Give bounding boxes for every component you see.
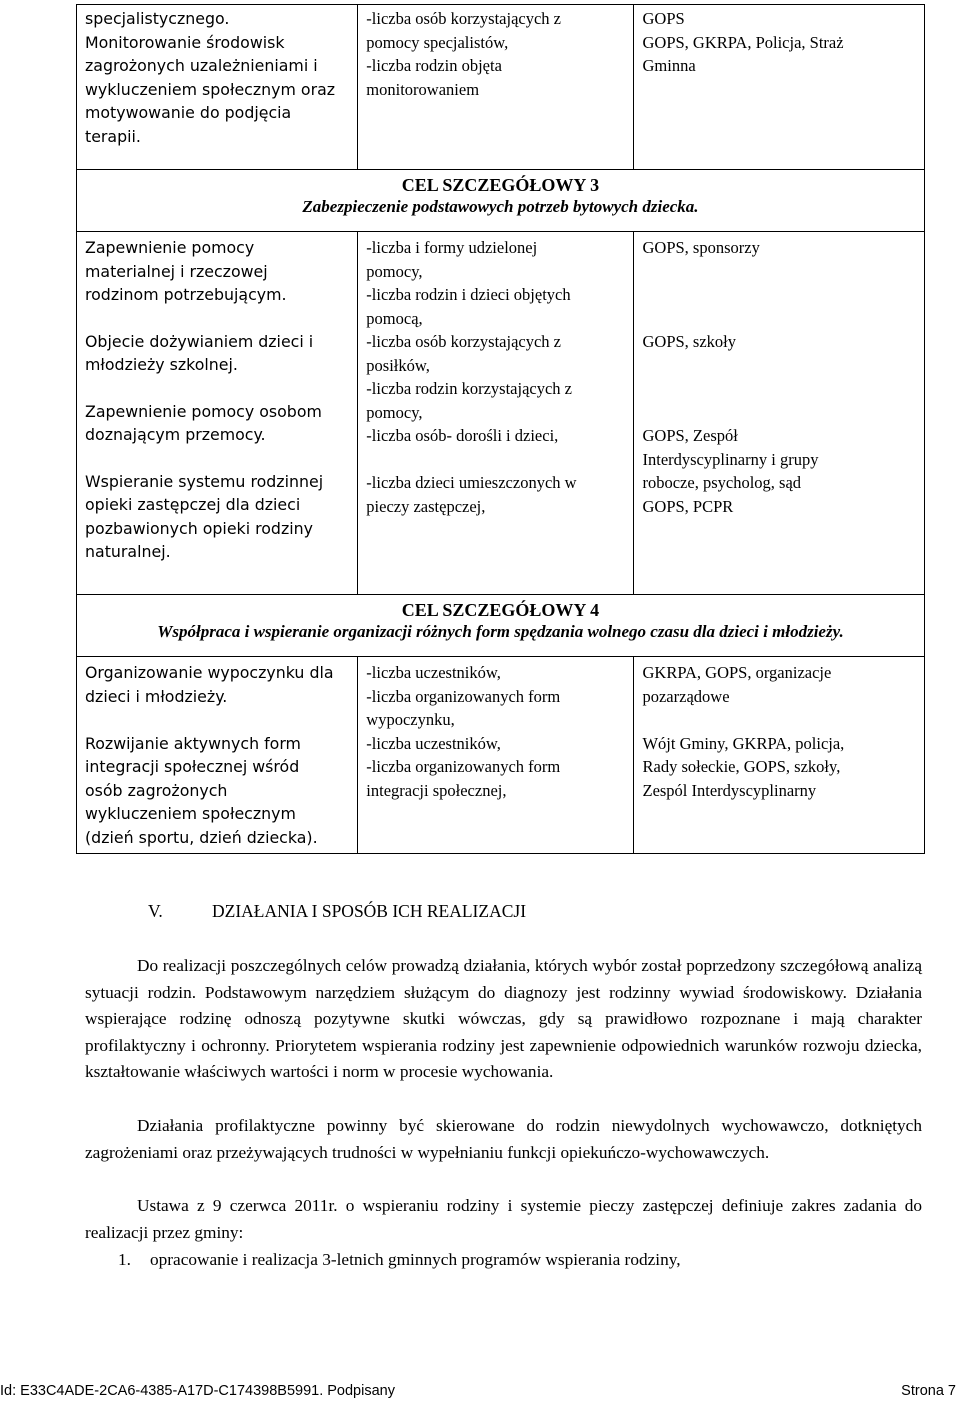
goal-cell xyxy=(77,232,358,595)
indicator-line: -liczba rodzin i dzieci objętych xyxy=(366,285,571,304)
page-number: Strona 7 xyxy=(901,1383,956,1399)
indicator-line: -liczba osób korzystających z xyxy=(366,332,562,351)
indicator-line: -liczba i formy udzielonej xyxy=(366,238,538,257)
indicator-line: pomocą, xyxy=(366,308,423,328)
partner-line: GOPS, szkoły xyxy=(642,332,736,351)
paragraph-text: Ustawa z 9 czerwca 2011r. o wspieraniu rodziny i systemie pieczy zastępczej definiuje zakres zadania do realizacji przez gminy: xyxy=(85,1196,922,1242)
goal-line: motywowanie do podjęcia xyxy=(85,103,292,122)
goal-cell xyxy=(77,657,358,854)
partner-line: GOPS xyxy=(642,9,685,28)
heading-title: CEL SZCZEGÓŁOWY 3 xyxy=(401,175,600,195)
indicator-line: -liczba osób korzystających z xyxy=(366,9,562,28)
paragraph xyxy=(85,1193,922,1246)
spacer xyxy=(642,260,916,331)
partner-line: Interdyscyplinarny i grupy xyxy=(642,449,819,469)
spacer xyxy=(642,708,916,732)
goal-line: pozbawionych opieki rodziny xyxy=(85,518,313,538)
goal-line: Wspieranie systemu rodzinnej xyxy=(85,471,324,491)
section-number: V. xyxy=(148,901,163,921)
indicator-line: -liczba organizowanych form xyxy=(366,757,561,776)
spacer xyxy=(642,354,916,425)
goal-line: rodzinom potrzebującym. xyxy=(85,285,287,304)
list-item xyxy=(118,1250,681,1270)
partner-line: GKRPA, GOPS, organizacje xyxy=(642,663,832,682)
partner-line: Zespól Interdyscyplinarny xyxy=(642,780,817,800)
paragraph xyxy=(85,1113,922,1166)
goal-line: naturalnej. xyxy=(85,542,171,561)
footer-id: Id: E33C4ADE-2CA6-4385-A17D-C174398B5991. Podpisany xyxy=(0,1383,395,1399)
goal-line: specjalistycznego. xyxy=(85,9,230,28)
goal-line: osób zagrożonych xyxy=(85,780,228,800)
goal-line: materialnej i rzeczowej xyxy=(85,261,268,281)
partner-line: Rady sołeckie, GOPS, szkoły, xyxy=(642,757,841,776)
goal-line: Monitorowanie środowisk xyxy=(85,32,285,52)
partner-line: GOPS, PCPR xyxy=(642,496,734,516)
goals-table xyxy=(76,4,925,854)
goal-line: integracji społecznej wśród xyxy=(85,757,300,776)
goal-line: wykluczeniem społecznym oraz xyxy=(85,79,336,99)
partner-line: robocze, psycholog, sąd xyxy=(642,473,802,492)
partner-cell xyxy=(634,5,925,170)
indicator-line: pieczy zastępczej, xyxy=(366,496,486,516)
partner-cell xyxy=(634,657,925,854)
list-text: opracowanie i realizacja 3-letnich gminnych programów wspierania rodziny, xyxy=(150,1250,681,1269)
table-row xyxy=(77,232,925,595)
indicator-line: monitorowaniem xyxy=(366,79,480,99)
indicator-cell xyxy=(358,657,634,854)
indicator-line: -liczba rodzin korzystających z xyxy=(366,379,572,398)
heading-title: CEL SZCZEGÓŁOWY 4 xyxy=(401,600,600,620)
heading-subtitle: Zabezpieczenie podstawowych potrzeb bytowych dziecka. xyxy=(302,197,699,216)
table-row xyxy=(77,5,925,170)
indicator-line: -liczba osób- dorośli i dzieci, xyxy=(366,426,559,445)
goal-line: doznającym przemocy. xyxy=(85,425,266,444)
indicator-cell xyxy=(358,232,634,595)
goal-line: opieki zastępczej dla dzieci xyxy=(85,495,301,514)
indicator-line: pomocy specjalistów, xyxy=(366,32,509,52)
indicator-line: pomocy, xyxy=(366,402,423,422)
spacer xyxy=(85,708,349,732)
indicator-line: -liczba dzieci umieszczonych w xyxy=(366,473,577,492)
goal-line: Zapewnienie pomocy xyxy=(85,238,255,257)
goal-line: dzieci i młodzieży. xyxy=(85,686,228,706)
paragraph-text: Działania profilaktyczne powinny być skierowane do rodzin niewydolnych wychowawczo, dotkniętych zagrożeniami oraz przeżywających trudności w wypełnianiu funkcji opiekuńczo-wychowawczych. xyxy=(85,1116,922,1162)
partner-line: pozarządowe xyxy=(642,686,730,706)
indicator-line: -liczba uczestników, xyxy=(366,733,501,753)
indicator-line: -liczba uczestników, xyxy=(366,663,501,682)
partner-line: GOPS, Zespół xyxy=(642,426,738,445)
goal-line: Organizowanie wypoczynku dla xyxy=(85,663,334,682)
partner-line: GOPS, sponsorzy xyxy=(642,238,760,257)
goal-heading-4 xyxy=(77,595,925,657)
goal-line: wykluczeniem społecznym xyxy=(85,804,296,823)
goal-line: Rozwijanie aktywnych form xyxy=(85,733,301,753)
goal-line: zagrożonych uzależnieniami i xyxy=(85,56,318,75)
goal-heading-3 xyxy=(77,170,925,232)
paragraph-text: Do realizacji poszczególnych celów prowadzą działania, których wybór został poprzedzony szczegółową analizą sytuacji rodzin. Podstawowym narzędziem służącym do diagnozy jest rodzinny wywiad środowiskowy. Działania wspierające rodzinę odnoszą pozytywne skutki wówczas, gdy są prawidłowo rozpoznane i mają charakter profilaktyczny i ochronny. Priorytetem wspierania rodziny jest zapewnienie odpowiednich warunków rozwoju dziecka, kształtowanie właściwych wartości i norm w procesie wychowania. xyxy=(85,956,922,1082)
indicator-line: wypoczynku, xyxy=(366,710,455,729)
paragraph xyxy=(85,953,922,1086)
list-number: 1. xyxy=(118,1250,131,1269)
indicator-line: -liczba rodzin objęta xyxy=(366,56,502,75)
table-row xyxy=(77,657,925,854)
spacer xyxy=(366,448,625,472)
heading-subtitle: Współpraca i wspieranie organizacji różnych form spędzania wolnego czasu dla dzieci i młodzieży. xyxy=(157,622,844,641)
partner-line: Wójt Gminy, GKRPA, policja, xyxy=(642,733,845,753)
goal-line: Objecie dożywianiem dzieci i xyxy=(85,331,314,351)
indicator-line: integracji społecznej, xyxy=(366,780,507,800)
table-row xyxy=(77,170,925,232)
section-heading xyxy=(148,901,526,922)
indicator-line: pomocy, xyxy=(366,261,423,281)
goal-cell xyxy=(77,5,358,170)
indicator-line: -liczba organizowanych form xyxy=(366,686,561,706)
table-row xyxy=(77,595,925,657)
section-title: DZIAŁANIA I SPOSÓB ICH REALIZACJI xyxy=(212,901,527,921)
indicator-cell xyxy=(358,5,634,170)
indicator-line: posiłków, xyxy=(366,355,430,375)
partner-line: Gminna xyxy=(642,56,696,75)
goal-line: (dzień sportu, dzień dziecka). xyxy=(85,827,318,847)
partner-line: GOPS, GKRPA, Policja, Straż xyxy=(642,32,844,52)
goal-line: młodzieży szkolnej. xyxy=(85,355,238,374)
goal-line: Zapewnienie pomocy osobom xyxy=(85,401,322,421)
partner-cell xyxy=(634,232,925,595)
goal-line: terapii. xyxy=(85,126,141,146)
